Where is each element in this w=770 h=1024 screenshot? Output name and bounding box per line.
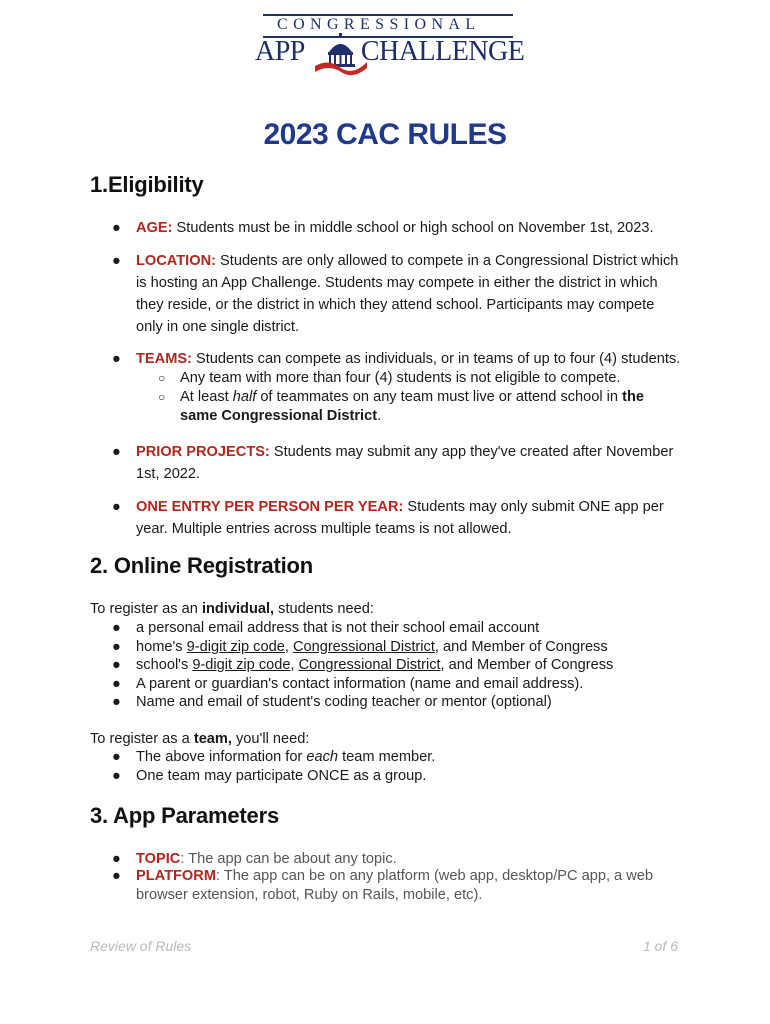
- teams-sub2-part-a: At least: [180, 389, 233, 405]
- bullet-dot: ●: [112, 253, 121, 269]
- list-item-text: One team may participate ONCE as a group.: [136, 767, 427, 784]
- bullet-dot: ●: [112, 499, 121, 515]
- teams-sub2-part-b: of teammates on any team must live or attend school in: [256, 389, 623, 405]
- topic-text: : The app can be about any topic.: [180, 851, 397, 867]
- platform-label: PLATFORM: [136, 868, 216, 884]
- bullet-dot: ●: [112, 657, 121, 673]
- list-item-italic: each: [306, 749, 339, 765]
- logo-challenge-text: CHALLENGE: [360, 36, 525, 67]
- team-registration-intro: [90, 730, 309, 749]
- section-heading-registration: 2. Online Registration: [90, 553, 313, 578]
- rule-one-entry-label: ONE ENTRY PER PERSON PER YEAR:: [136, 499, 404, 515]
- logo-app-text: APP: [255, 36, 305, 67]
- team-intro-a: To register as a: [90, 731, 194, 747]
- rule-location-body: Students are only allowed to compete in a Congressional District which is hosting an App Challenge. Students may compete in either the district in which they reside, or the district in which they attend school. Participants may compete only in one single district.: [136, 253, 679, 335]
- list-item-text: home's: [136, 638, 187, 655]
- teams-sub2-bold: the same Congressional District: [180, 389, 644, 424]
- individual-intro-b: students need:: [274, 601, 374, 617]
- bullet-dot: ●: [112, 638, 121, 655]
- rule-teams-body: Students can compete as individuals, or in teams of up to four (4) students.: [191, 351, 681, 367]
- list-item-text: , and Member of Congress: [434, 638, 608, 655]
- bullet-dot: ●: [112, 620, 121, 636]
- teams-subrule-half-text: [180, 388, 680, 426]
- congressional-district-link[interactable]: Congressional District: [292, 638, 435, 655]
- list-item-text: a personal email address that is not their school email account: [136, 620, 540, 636]
- capitol-dome-icon: [315, 32, 367, 76]
- list-item: [112, 638, 692, 657]
- list-item-text: ,: [290, 657, 299, 673]
- rule-teams-text: [136, 348, 681, 370]
- rule-prior-projects-body: Students may submit any app they've created after November 1st, 2022.: [136, 444, 674, 482]
- team-intro-bold: team,: [193, 731, 232, 747]
- team-requirements-list: [112, 748, 692, 785]
- rule-age-body: Students must be in middle school or high school on November 1st, 2023.: [172, 220, 654, 236]
- list-item-text: The above information for: [136, 749, 307, 765]
- logo-top-text: CONGRESSIONAL: [277, 16, 481, 33]
- parameters-list: [112, 850, 692, 869]
- bullet-dot: ●: [112, 351, 121, 367]
- list-item: [112, 748, 692, 767]
- list-item-text: A parent or guardian's contact information (name and email address).: [136, 675, 584, 692]
- list-item: [112, 619, 692, 638]
- individual-requirements-list: [112, 619, 692, 712]
- individual-registration-intro: [90, 600, 374, 619]
- bullet-dot: ●: [112, 694, 121, 710]
- congressional-app-challenge-logo: [255, 14, 525, 74]
- platform-text: : The app can be on any platform (web app, desktop/PC app, a web browser extension, robot, Ruby on Rails, mobile, etc).: [136, 868, 653, 903]
- list-item: [112, 850, 692, 869]
- rule-one-entry-body: Students may only submit ONE app per year. Multiple entries across multiple teams is not allowed.: [136, 499, 664, 537]
- list-item: [112, 767, 692, 786]
- rule-location-label: LOCATION:: [136, 253, 216, 269]
- rule-prior-projects-label: PRIOR PROJECTS:: [136, 444, 270, 460]
- logo-bottom-text: [255, 36, 524, 76]
- hollow-bullet-icon: ○: [158, 390, 166, 404]
- rule-teams-label: TEAMS:: [136, 351, 192, 367]
- rule-location-text: [136, 250, 681, 338]
- list-item: [112, 656, 692, 675]
- rule-prior-projects-text: [136, 441, 681, 485]
- list-item-text: ,: [284, 638, 293, 655]
- section-heading-eligibility: 1.Eligibility: [90, 172, 204, 197]
- list-item-text: Name and email of student's coding teacher or mentor (optional): [136, 694, 552, 710]
- list-item: [112, 675, 692, 694]
- hollow-bullet-icon: ○: [158, 371, 166, 385]
- rule-age-label: AGE:: [136, 220, 173, 236]
- footer-document-label: Review of Rules: [90, 938, 192, 954]
- bullet-dot: ●: [112, 749, 121, 765]
- teams-sub2-part-c: .: [377, 408, 382, 424]
- individual-intro-bold: individual,: [201, 601, 275, 617]
- bullet-dot: ●: [112, 675, 121, 692]
- section-heading-parameters: 3. App Parameters: [90, 803, 279, 828]
- teams-sub2-italic: half: [232, 389, 257, 405]
- bullet-dot: ●: [112, 220, 121, 236]
- rule-one-entry-text: [136, 496, 681, 540]
- rule-age-text: [136, 217, 681, 239]
- congressional-district-link[interactable]: Congressional District: [298, 657, 441, 673]
- zip-code-link[interactable]: 9-digit zip code: [186, 638, 285, 655]
- list-item-text: school's: [136, 657, 193, 673]
- page-title: 2023 CAC RULES: [263, 118, 507, 151]
- bullet-dot: ●: [112, 444, 121, 460]
- bullet-dot: ●: [112, 851, 121, 867]
- individual-intro-a: To register as an: [90, 601, 202, 617]
- bullet-dot: ●: [112, 868, 121, 884]
- list-item-text: team member.: [338, 749, 436, 765]
- footer-page-number: 1 of 6: [642, 938, 678, 954]
- list-item: [112, 693, 692, 712]
- team-intro-b: you'll need:: [231, 731, 310, 747]
- platform-text-wrap: [136, 867, 681, 905]
- list-item-text: , and Member of Congress: [440, 657, 614, 673]
- zip-code-link[interactable]: 9-digit zip code: [192, 657, 291, 673]
- bullet-dot: ●: [112, 767, 121, 784]
- topic-label: TOPIC: [136, 851, 181, 867]
- teams-subrule-max-text: Any team with more than four (4) students is not eligible to compete.: [180, 370, 621, 386]
